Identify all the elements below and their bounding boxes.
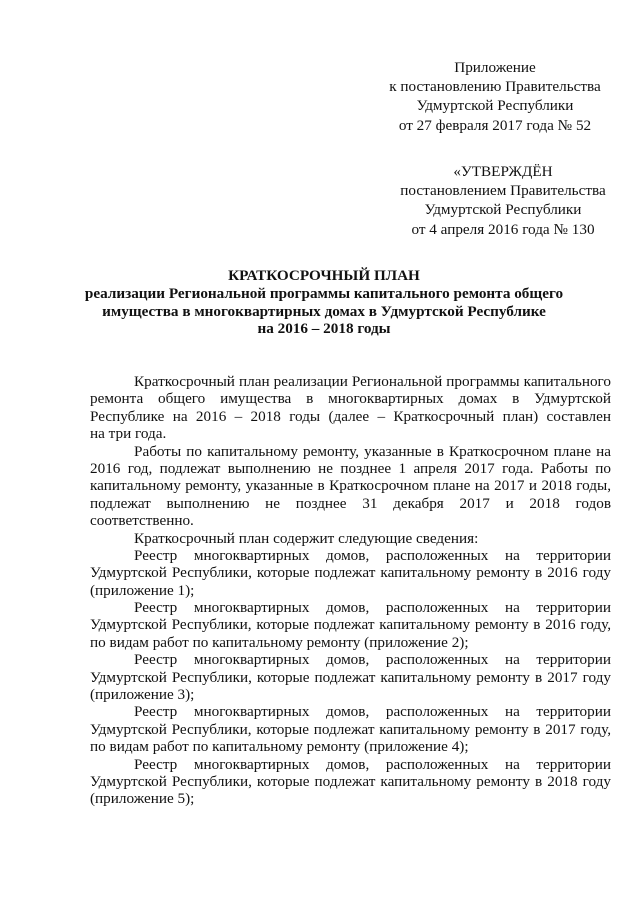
title-line: КРАТКОСРОЧНЫЙ ПЛАН: [228, 267, 420, 284]
body-line: Удмуртской Республики, которые подлежат капитальному ремонту в 2016 году,: [90, 616, 611, 634]
approval-line: постановлением Правительства: [400, 182, 606, 200]
approval-line: Удмуртской Республики: [424, 201, 582, 219]
appendix-line: Удмуртской Республики: [416, 97, 574, 115]
body-line: на три года.: [90, 425, 167, 443]
document-title: [80, 267, 568, 338]
body-line: Реестр многоквартирных домов, расположенных на территории: [134, 546, 611, 564]
body-line: по видам работ по капитальному ремонту (приложение 4);: [90, 738, 469, 756]
body-line: подлежат выполнению не позднее 31 декабря 2017 и 2018 годов: [90, 494, 611, 512]
body-line: Реестр многоквартирных домов, расположенных на территории: [134, 755, 611, 773]
body-line: Удмуртской Республики, которые подлежат капитальному ремонту в 2017 году,: [90, 720, 611, 738]
body-line: капитальному ремонту, указанные в Краткосрочном плане на 2017 и 2018 годы,: [90, 477, 611, 495]
appendix-line: от 27 февраля 2017 года № 52: [398, 116, 592, 134]
appendix-header: [380, 58, 610, 135]
approval-header: [388, 162, 618, 239]
body-line: ремонта общего имущества в многоквартирных домах в Удмуртской: [90, 390, 611, 408]
body-line: Реестр многоквартирных домов, расположенных на территории: [134, 599, 611, 617]
appendix-line: к постановлению Правительства: [389, 78, 601, 96]
approval-line: «УТВЕРЖДЁН: [453, 163, 553, 180]
body-line: (приложение 3);: [90, 686, 195, 704]
body-line: Удмуртской Республики, которые подлежат капитальному ремонту в 2018 году: [90, 772, 611, 790]
body-line: (приложение 1);: [90, 581, 195, 599]
body-line: Республике на 2016 – 2018 годы (далее – Краткосрочный план) составлен: [90, 407, 611, 425]
body-line: Удмуртской Республики, которые подлежат капитальному ремонту в 2016 году: [90, 564, 611, 582]
title-line: имущества в многоквартирных домах в Удмуртской Республике: [102, 302, 546, 320]
approval-line: от 4 апреля 2016 года № 130: [411, 220, 595, 238]
body-line: Реестр многоквартирных домов, расположенных на территории: [134, 703, 611, 721]
appendix-line: Приложение: [454, 59, 536, 76]
title-line: реализации Региональной программы капитального ремонта общего: [84, 284, 564, 302]
body-line: Удмуртской Республики, которые подлежат капитальному ремонту в 2017 году: [90, 668, 611, 686]
document-body: [90, 373, 611, 808]
body-line: Реестр многоквартирных домов, расположенных на территории: [134, 651, 611, 669]
body-line: (приложение 5);: [90, 790, 195, 808]
body-line: по видам работ по капитальному ремонту (приложение 2);: [90, 633, 469, 651]
body-line: Краткосрочный план реализации Региональной программы капитального: [134, 373, 611, 390]
body-line: 2016 год, подлежат выполнению не позднее 1 апреля 2017 года. Работы по: [90, 459, 611, 477]
body-line: соответственно.: [90, 512, 194, 530]
body-line: Работы по капитальному ремонту, указанные в Краткосрочном плане на: [134, 442, 611, 460]
body-line: Краткосрочный план содержит следующие сведения:: [134, 529, 479, 547]
title-line: на 2016 – 2018 годы: [257, 320, 391, 338]
